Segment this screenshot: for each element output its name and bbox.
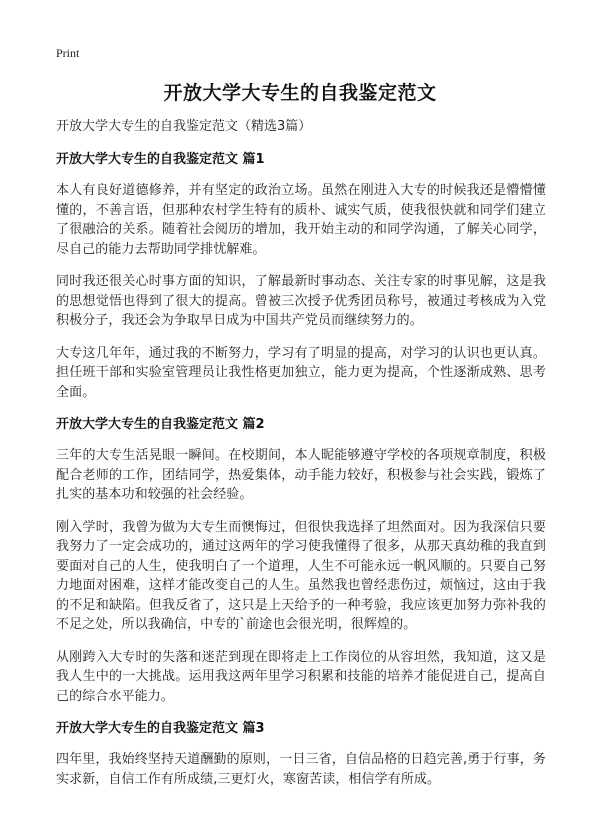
print-link[interactable]: Print [56,46,80,60]
section-heading-2: 开放大学大专生的自我鉴定范文 篇2 [56,417,265,432]
document-body [56,117,546,802]
paragraph: 同时我还很关心时事方面的知识，了解最新时事动态、关注专家的时事见解，这是我的思想觉悟也得到了很大的提高。曾被三次授予优秀团员称号，被通过考核成为入党积极分子，我还会为争取早日成为中国共产党员而继续努力的。 [56,274,546,328]
paragraph: 四年里，我始终坚持天道酬勤的原则，一日三省，自信品格的日趋完善,勇于行事，务实求新，自信工作有所成绩,三更灯火，寒窗苦读，相信学有所成。 [56,752,546,787]
paragraph: 本人有良好道德修养，并有坚定的政治立场。虽然在刚进入大专的时候我还是懵懵懂懂的，不善言语，但那种农村学生特有的质朴、诚实气质，使我很快就和同学们建立了很融洽的关系。随着社会阅历的增加，我开始主动的和同学沟通，了解关心同学，尽自己的能力去帮助同学排忧解难。 [56,183,546,257]
document-subtitle: 开放大学大专生的自我鉴定范文（精选3篇） [56,119,312,134]
paragraph: 从刚跨入大专时的失落和迷茫到现在即将走上工作岗位的从容坦然，我知道，这又是我人生中的一大挑战。运用我这两年里学习积累和技能的培养才能促进自己，提高自己的综合水平能力。 [56,649,546,704]
section-heading-3: 开放大学大专生的自我鉴定范文 篇3 [56,721,265,736]
paragraph: 大专这几年年，通过我的不断努力，学习有了明显的提高，对学习的认识也更认真。担任班干部和实验室管理员让我性格更加独立，能力更为提高，个性逐渐成熟、思考全面。 [56,345,546,400]
paragraph: 刚入学时，我曾为做为大专生而懊悔过，但很快我选择了坦然面对。因为我深信只要我努力了一定会成功的，通过这两年的学习使我懂得了很多，从那天真幼稚的我直到要面对自己的人生，使我明白了一个道理，人生不可能永远一帆风顺的。只要自己努力地面对困难，这样才能改变自己的人生。虽然我也曾经悲伤过，烦恼过，这由于我的不足和缺陷。但我反省了，这只是上天给予的一种考验，我应该更加努力弥补我的不足之处，所以我确信，中专的`前途也会很光明，很辉煌的。 [56,519,546,632]
document-title: 开放大学大专生的自我鉴定范文 [163,82,437,104]
paragraph: 三年的大专生活晃眼一瞬间。在校期间，本人昵能够遵守学校的各项规章制度，积极配合老师的工作，团结同学，热爱集体，动手能力较好，积极参与社会实践，锻炼了扎实的基本功和较强的社会经验。 [56,448,546,502]
section-heading-1: 开放大学大专生的自我鉴定范文 篇1 [56,152,265,167]
